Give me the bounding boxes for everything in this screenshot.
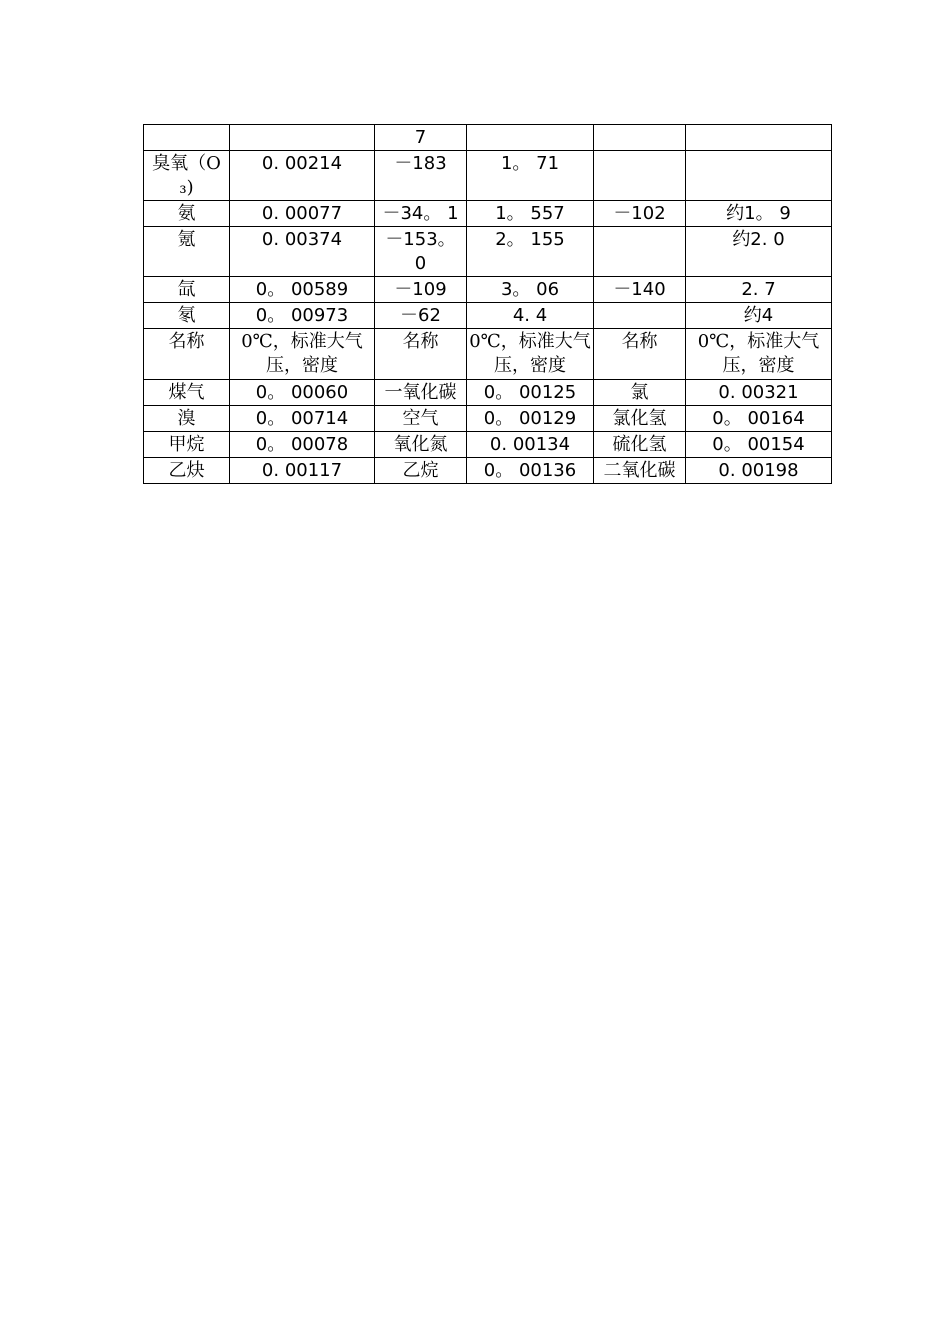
table-cell: 二氧化碳 [594,458,686,484]
table-cell [594,303,686,329]
table-header-cell: 名称 [144,329,230,380]
table-header-cell: 名称 [375,329,467,380]
table-cell: 0。 00060 [230,380,375,406]
table-header-cell: 名称 [594,329,686,380]
table-row [144,277,832,303]
table-cell: 0. 00134 [467,432,594,458]
table-cell: 乙烷 [375,458,467,484]
table-cell: 约4 [686,303,832,329]
table-cell: 氙 [144,277,230,303]
table-cell: 1。 557 [467,201,594,227]
table-cell: 0. 00117 [230,458,375,484]
table-cell: 0. 00321 [686,380,832,406]
table-cell: 0. 00198 [686,458,832,484]
table-cell: 乙炔 [144,458,230,484]
table-cell: 0. 00374 [230,227,375,277]
table-cell: 0。 00125 [467,380,594,406]
table-row [144,227,832,277]
table-header-cell: 0℃，标准大气压，密度 [686,329,832,380]
table-cell: 0。 00078 [230,432,375,458]
table-cell: 0。 00714 [230,406,375,432]
table-cell: 0。 00973 [230,303,375,329]
table-cell: 0. 00214 [230,151,375,201]
table-cell: 氪 [144,227,230,277]
table-cell: 空气 [375,406,467,432]
table-cell: 硫化氢 [594,432,686,458]
table-row [144,303,832,329]
table-cell: 臭氧（O₃) [144,151,230,201]
table-cell: 甲烷 [144,432,230,458]
table-cell: 0。 00136 [467,458,594,484]
table-cell [467,125,594,151]
table-cell [144,125,230,151]
table-row [144,406,832,432]
table-cell: 7 [375,125,467,151]
table-cell [594,125,686,151]
table-cell: 氧化氮 [375,432,467,458]
table-cell: 2。 155 [467,227,594,277]
table-cell: 约2. 0 [686,227,832,277]
table-cell: 煤气 [144,380,230,406]
table-cell: 0。 00164 [686,406,832,432]
table-cell: 4. 4 [467,303,594,329]
table-cell: 0. 00077 [230,201,375,227]
table-cell: 2. 7 [686,277,832,303]
table-cell: －109 [375,277,467,303]
table-cell: －153。 0 [375,227,467,277]
table-cell: 一氧化碳 [375,380,467,406]
table-cell: 溴 [144,406,230,432]
table-cell: 0。 00589 [230,277,375,303]
table-cell: 氡 [144,303,230,329]
table-cell: 0。 00154 [686,432,832,458]
table-header-cell: 0℃，标准大气压，密度 [467,329,594,380]
table-cell: 0。 00129 [467,406,594,432]
table-row [144,151,832,201]
table-row [144,458,832,484]
gas-properties-table [143,124,832,484]
table-header-cell: 0℃，标准大气压，密度 [230,329,375,380]
table-cell [594,151,686,201]
table-cell: 氨 [144,201,230,227]
table-cell: 氯化氢 [594,406,686,432]
table-cell: －102 [594,201,686,227]
table-row [144,201,832,227]
table-cell [686,151,832,201]
table-cell [686,125,832,151]
table-row [144,380,832,406]
table-cell: －183 [375,151,467,201]
table-cell: 1。 71 [467,151,594,201]
table-row [144,432,832,458]
table-cell: 氯 [594,380,686,406]
table-header-row [144,329,832,380]
table-cell [230,125,375,151]
table-cell: 3。 06 [467,277,594,303]
table-cell: 约1。 9 [686,201,832,227]
table-cell [594,227,686,277]
table-row [144,125,832,151]
table-cell: －140 [594,277,686,303]
table-cell: －62 [375,303,467,329]
table-cell: －34。 1 [375,201,467,227]
